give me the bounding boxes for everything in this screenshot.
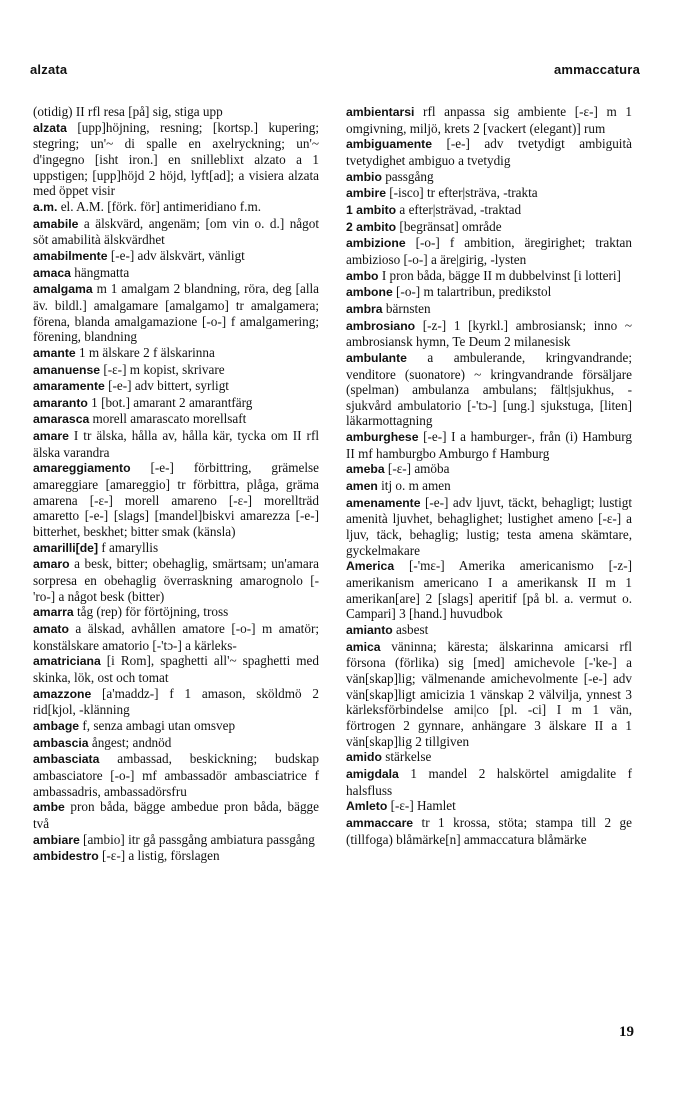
entry-definition: [-e-] adv älskvärt, vänligt — [107, 247, 245, 263]
dictionary-entry — [346, 136, 632, 168]
entry-headword: America — [346, 559, 395, 574]
dictionary-entry — [33, 621, 319, 653]
entry-headword: ambra — [346, 301, 383, 316]
entry-headword: amante — [33, 345, 76, 360]
dictionary-entry — [33, 248, 319, 265]
dictionary-entry — [346, 639, 632, 750]
dictionary-entry — [33, 604, 319, 621]
dictionary-entry — [346, 478, 632, 495]
entry-headword: ambage — [33, 718, 80, 733]
dictionary-entry — [33, 362, 319, 379]
dictionary-entry — [346, 219, 632, 236]
entry-definition: stärkelse — [381, 749, 432, 765]
entry-headword: amburghese — [346, 430, 419, 445]
entry-headword: amigdala — [346, 766, 399, 781]
entry-headword: ambiguamente — [346, 137, 433, 152]
entry-definition: f, senza ambagi utan omsvep — [79, 717, 236, 733]
entry-headword: ammaccare — [346, 815, 414, 830]
entry-definition: a besk, bitter; obehaglig, smärtsam; un'amara sorpresa en obehaglig överraskning amarognolo [-'ro-] a något besk (bitter) — [33, 556, 319, 604]
entry-definition: [a'maddz-] f 1 amason, sköldmö 2 rid[kjol, -klänning — [33, 685, 319, 718]
dictionary-entry — [346, 268, 632, 285]
entry-definition: [-ɛ-] a listig, förslagen — [98, 848, 220, 864]
dictionary-entry — [33, 735, 319, 752]
entry-headword: amaro — [33, 557, 70, 572]
dictionary-entry — [346, 318, 632, 350]
entry-headword: amaranto — [33, 395, 88, 410]
entry-definition: [-ɛ-] amöba — [384, 461, 450, 477]
entry-headword: amaca — [33, 265, 71, 280]
entry-headword: amatriciana — [33, 654, 101, 669]
dictionary-entry — [33, 378, 319, 395]
entry-definition: itj o. m amen — [377, 478, 451, 494]
dictionary-entry — [33, 686, 319, 718]
entry-definition: I tr älska, hålla av, hålla kär, tycka om II rfl älska varandra — [33, 428, 319, 460]
entry-definition: m 1 amalgam 2 blandning, röra, deg [alla äv. bildl.] amalgamare [amalgamo] tr amalgamera; förena, blanda amalgamazione [-o-] f amalgamering; förening, blandning — [33, 281, 319, 345]
entry-definition: ambassad, beskickning; budskap ambasciatore [-o-] mf ambassadör ambasciatrice f ambassadris, ambassadörsfru — [33, 751, 319, 799]
entry-headword: ambe — [33, 800, 65, 815]
dictionary-entry — [33, 216, 319, 248]
dictionary-entry — [346, 284, 632, 301]
dictionary-entry — [346, 350, 632, 429]
page-number: 19 — [619, 1024, 634, 1040]
entry-definition: väninna; käresta; älskarinna amicarsi rfl försona (förlika) sig [med] amichevole [-'ke-] a vän[skap]lig; välmenande amichevolmente [-e-] adv vän[skap]ligt amicizia 1 vänskap 2 välvilja, ynnest 3 kärleksförbindelse ami|co [pl. -ci] I m 1 vän, förtrogen 2 gynnare, anhängare 3 älskare II a 1 vän[skap]lig 2 tillgiven — [346, 638, 632, 749]
dictionary-entry — [346, 461, 632, 478]
entry-headword: Amleto — [346, 799, 388, 814]
entry-headword: amianto — [346, 623, 393, 637]
entry-headword: alzata — [33, 120, 67, 135]
entry-headword: 2 ambito — [346, 219, 397, 234]
entry-headword: ambidestro — [33, 849, 99, 864]
dictionary-entry — [33, 265, 319, 282]
dictionary-entry — [346, 429, 632, 461]
entry-definition: [-o-] m talartribun, predikstol — [392, 284, 552, 300]
entry-definition: el. A.M. [förk. för] antimeridiano f.m. — [57, 198, 262, 214]
entry-definition: morell amarascato morellsaft — [89, 411, 247, 427]
dictionary-entry — [33, 199, 319, 216]
dictionary-entry — [33, 104, 319, 120]
dictionary-entry — [33, 832, 319, 849]
entry-headword: amarra — [33, 605, 74, 620]
entry-definition: hängmatta — [70, 264, 130, 280]
entry-definition: f amaryllis — [98, 539, 159, 555]
entry-definition: 1 [bot.] amarant 2 amarantfärg — [87, 394, 253, 410]
entry-headword: amen — [346, 479, 378, 494]
entry-definition: [ambio] itr gå passgång ambiatura passgång — [79, 831, 315, 847]
entry-definition: (otidig) II rfl resa [på] sig, stiga upp — [33, 104, 223, 119]
entry-definition: [-e-] adv tvetydigt ambiguità tvetydighet ambiguo a tvetydig — [346, 136, 632, 168]
dictionary-entry — [33, 751, 319, 799]
entry-headword: ambone — [346, 285, 393, 300]
entry-headword: amare — [33, 429, 69, 444]
entry-definition: [-ɛ-] Hamlet — [387, 798, 456, 814]
entry-definition: asbest — [392, 622, 429, 637]
dictionary-entry — [33, 556, 319, 604]
entry-headword: ambasciata — [33, 752, 100, 767]
dictionary-entry — [346, 798, 632, 815]
entry-definition: [-z-] 1 [kyrkl.] ambrosiansk; inno ~ ambrosiansk hymn, Te Deum 2 milanesisk — [346, 317, 632, 350]
entry-definition: [-'mɛ-] Amerika americanismo [-z-] amerikanism americano I a amerikansk II m 1 amerikan[are] 2 [slags] aperitif [på bl. a. vermut o. Campari] 3 [hand.] huvudbok — [346, 558, 632, 622]
dictionary-entry — [33, 411, 319, 428]
entry-definition: a efter|strävad, -traktad — [396, 201, 522, 217]
entry-headword: ameba — [346, 462, 385, 477]
entry-headword: amarilli[de] — [33, 540, 99, 555]
entry-headword: amanuense — [33, 362, 101, 377]
entry-definition: I pron båda, bägge II m dubbelvinst [i lotteri] — [378, 267, 621, 283]
running-head-right: ammaccatura — [553, 62, 640, 77]
dictionary-entry — [346, 185, 632, 202]
dictionary-entry — [33, 281, 319, 345]
dictionary-entry — [33, 799, 319, 831]
entry-definition: ångest; andnöd — [88, 734, 172, 750]
entry-headword: amabilmente — [33, 248, 108, 263]
entry-definition: pron båda, bägge ambedue pron båda, bägge två — [33, 799, 319, 831]
dictionary-entry — [346, 235, 632, 267]
dictionary-entry — [346, 202, 632, 219]
entry-definition: a älskvärd, angenäm; [om vin o. d.] något söt amabilità älskvärdhet — [33, 215, 319, 248]
entry-headword: amazzone — [33, 686, 92, 701]
entry-headword: ambizione — [346, 236, 406, 251]
entry-definition: tåg (rep) för förtöjning, tross — [73, 604, 229, 620]
right-column — [346, 104, 632, 847]
dictionary-entry — [346, 766, 632, 798]
entry-headword: ambo — [346, 268, 379, 283]
entry-definition: [-e-] adv ljuvt, täckt, behagligt; lustigt amenità ljuvhet, behaglighet; lustighet ameno [-ɛ-] a ljuv, täck, behaglig; lustig; testa amena skämtare, gyckelmakare — [346, 494, 632, 558]
dictionary-entry — [33, 395, 319, 412]
entry-headword: amalgama — [33, 282, 93, 297]
dictionary-entry — [33, 120, 319, 199]
dictionary-entry — [33, 653, 319, 685]
entry-definition: [-e-] adv bittert, syrligt — [104, 378, 229, 394]
left-column — [33, 104, 319, 865]
running-head-left: alzata — [30, 62, 68, 77]
entry-headword: ambientarsi — [346, 105, 415, 119]
entry-definition: bärnsten — [382, 300, 431, 316]
entry-headword: amareggiamento — [33, 461, 131, 476]
dictionary-entry — [346, 622, 632, 639]
entry-headword: amaramente — [33, 379, 105, 394]
entry-definition: passgång — [381, 168, 434, 184]
entry-definition: [-e-] förbittring, grämelse amareggiare [amareggio] tr förbittra, plåga, gräma amarena [-ɛ-] morell amareno [-ɛ-] morellträd amaretto [-e-] [slags] [mandel]biskvi amarezza [-e-] bitterhet, beskhet; bitter smak (känsla) — [33, 460, 319, 540]
entry-headword: ambrosiano — [346, 318, 416, 333]
dictionary-entry — [33, 460, 319, 539]
dictionary-entry — [346, 169, 632, 186]
dictionary-entry — [33, 540, 319, 557]
dictionary-entry — [33, 718, 319, 735]
entry-definition: 1 mandel 2 halskörtel amigdalite f halsfluss — [346, 765, 632, 798]
entry-headword: ambulante — [346, 350, 407, 365]
entry-headword: amarasca — [33, 412, 90, 427]
entry-definition: [-isco] tr efter|sträva, -trakta — [385, 185, 538, 201]
dictionary-entry — [346, 749, 632, 766]
entry-headword: ambascia — [33, 735, 89, 750]
dictionary-entry — [346, 104, 632, 136]
dictionary-entry — [33, 428, 319, 460]
entry-headword: ambiare — [33, 832, 80, 847]
entry-definition: 1 m älskare 2 f älskarinna — [75, 344, 215, 360]
dictionary-entry — [346, 815, 632, 847]
entry-headword: 1 ambito — [346, 202, 397, 217]
entry-headword: amica — [346, 639, 381, 654]
dictionary-entry — [346, 558, 632, 622]
entry-headword: amabile — [33, 216, 79, 231]
entry-definition: a ambulerande, kringvandrande; venditore (suonatore) ~ kringvandrande försäljare (spelman) ambulanza ambulans; fält|sjukhus, -sjukvård ambulatorio [-'tɔ-] [ung.] sjukstuga, [liten] läkarmottagning — [346, 349, 632, 429]
dictionary-entry — [346, 495, 632, 559]
dictionary-entry — [33, 848, 319, 865]
entry-definition: [i Rom], spaghetti all'~ spaghetti med skinka, lök, ost och tomat — [33, 653, 319, 685]
dictionary-entry — [33, 345, 319, 362]
entry-definition: [-o-] f ambition, äregirighet; traktan ambizioso [-o-] a äre|girig, -lysten — [346, 235, 632, 267]
entry-definition: [-ɛ-] m kopist, skrivare — [100, 361, 225, 377]
entry-headword: a.m. — [33, 199, 58, 214]
entry-definition: rfl anpassa sig ambiente [-ɛ-] m 1 omgivning, miljö, krets 2 [vackert (elegant)] rum — [346, 104, 632, 136]
entry-definition: a älskad, avhållen amatore [-o-] m amatör; konstälskare amatorio [-'tɔ-] a kärleks- — [33, 621, 319, 653]
entry-definition: tr 1 krossa, stöta; stampa till 2 ge (tillfoga) blåmärke[n] ammaccatura blåmärke — [346, 814, 632, 847]
entry-definition: [begränsat] område — [396, 218, 502, 234]
dictionary-entry — [346, 301, 632, 318]
entry-headword: amido — [346, 750, 382, 765]
entry-headword: amato — [33, 622, 69, 636]
entry-definition: [upp]höjning, resning; [kortsp.] kupering; stegring; un'~ di spalle en axelryckning; un'~ d'ingegno [isht iron.] en snilleblixt alzato a 1 uppstigen; [upp]höjd 2 höjd, lyft[ad]; a visiera alzata med öppet visir — [33, 119, 319, 199]
entry-definition: [-e-] I a hamburger-, från (i) Hamburg II mf hamburgbo Amburgo f Hamburg — [346, 429, 632, 461]
entry-headword: amenamente — [346, 495, 421, 510]
entry-headword: ambire — [346, 186, 386, 201]
entry-headword: ambio — [346, 169, 382, 184]
